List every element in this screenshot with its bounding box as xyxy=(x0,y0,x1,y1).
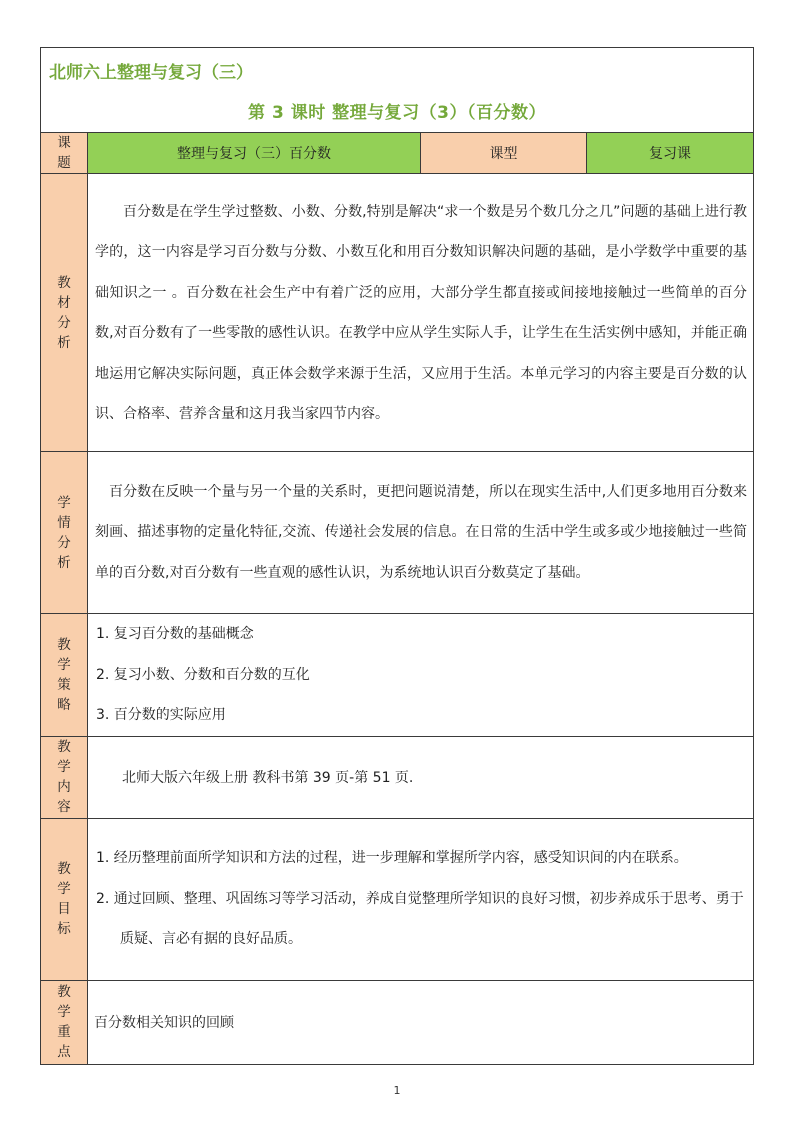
topic-value: 整理与复习（三）百分数 xyxy=(88,133,421,174)
focus-cell xyxy=(88,980,754,1064)
strategy-label xyxy=(41,614,88,737)
content-label xyxy=(41,736,88,818)
lesson-subtitle: 第 3 课时 整理与复习（3）（百分数） xyxy=(248,103,546,123)
content-cell xyxy=(88,736,754,818)
page-number: 1 xyxy=(393,1084,401,1097)
label-char: 教 xyxy=(57,984,71,1000)
label-char: 略 xyxy=(57,696,71,713)
label-char: 目 xyxy=(57,901,71,917)
focus-label-text xyxy=(41,982,87,1062)
lesson-type-value: 复习课 xyxy=(587,133,754,174)
goal-item: 1. 经历整理前面所学知识和方法的过程，进一步理解和掌握所学内容，感受知识间的内在联系。 xyxy=(96,850,688,867)
strategy-item: 1. 复习百分数的基础概念 xyxy=(96,626,254,642)
label-char: 分 xyxy=(57,534,71,551)
student-analysis-label-text xyxy=(41,493,87,573)
label-char: 情 xyxy=(57,514,71,531)
label-char: 标 xyxy=(57,921,71,937)
lesson-plan xyxy=(40,47,753,1065)
student-analysis-label xyxy=(41,452,88,614)
label-char: 析 xyxy=(57,554,71,571)
label-char: 课 xyxy=(57,135,71,151)
material-analysis-label xyxy=(41,174,88,452)
label-char: 分 xyxy=(57,314,71,331)
topic-label xyxy=(41,133,88,174)
label-char: 题 xyxy=(57,155,71,171)
label-char: 重 xyxy=(57,1024,71,1040)
label-char: 学 xyxy=(57,881,71,897)
label-char: 点 xyxy=(57,1044,71,1060)
content-label-text xyxy=(41,737,87,817)
label-char: 学 xyxy=(57,759,71,775)
topic-label-text xyxy=(41,133,87,173)
label-char: 教 xyxy=(57,861,71,877)
strategy-item: 2. 复习小数、分数和百分数的互化 xyxy=(96,666,310,683)
focus-label xyxy=(41,980,88,1064)
label-char: 学 xyxy=(57,656,71,673)
strategy-label-text xyxy=(41,635,87,715)
student-analysis-cell xyxy=(88,452,754,614)
material-analysis-cell xyxy=(88,174,754,452)
label-char: 教 xyxy=(57,739,71,755)
material-analysis-text: 百分数是在学生学过整数、小数、分数,特别是解决“求一个数是另个数几分之几”问题的基础上进行教学的，这一内容是学习百分数与分数、小数互化和用百分数知识解决问题的基础，是小学数学中重要的基础知识之一 。百分数在社会生产中有着广泛的应用，大部分学生都直接或间接地接触过一些简单的百分数,对百分数有了一些零散的感性认识。在教学中应从学生实际人手，让学生在生活实例中感知，并能正确地运用它解决实际问题，真正体会数学来源于生活，又应用于生活。本单元学习的内容主要是百分数的认识、合格率、营养含量和这月我当家四节内容。 xyxy=(95,203,747,422)
student-analysis-text: 百分数在反映一个量与另一个量的关系时，更把问题说清楚，所以在现实生活中,人们更多地用百分数来刻画、描述事物的定量化特征,交流、传递社会发展的信息。在日常的生活中学生或多或少地接触过一些简单的百分数,对百分数有一些直观的感性认识，为系统地认识百分数莫定了基础。 xyxy=(95,483,747,581)
strategy-cell xyxy=(88,614,754,737)
strategy-item: 3. 百分数的实际应用 xyxy=(96,707,226,723)
label-char: 内 xyxy=(57,779,71,795)
lesson-plan-table xyxy=(40,47,754,1065)
material-analysis-label-text xyxy=(41,273,87,353)
focus-text: 百分数相关知识的回顾 xyxy=(94,1015,234,1031)
label-char: 学 xyxy=(57,1004,71,1020)
goals-label-text xyxy=(41,859,87,939)
goals-label xyxy=(41,818,88,980)
label-char: 教 xyxy=(57,636,71,653)
label-char: 容 xyxy=(57,799,71,815)
header-cell xyxy=(41,48,754,133)
document-title: 北师六上整理与复习（三） xyxy=(49,63,253,83)
label-char: 策 xyxy=(57,676,71,693)
label-char: 析 xyxy=(57,334,71,351)
label-char: 材 xyxy=(57,294,71,311)
label-char: 学 xyxy=(57,494,71,511)
goal-item: 2. 通过回顾、整理、巩固练习等学习活动，养成自觉整理所学知识的良好习惯，初步养成乐于思考、勇于质疑、言必有据的良好品质。 xyxy=(96,890,744,948)
goals-cell xyxy=(88,818,754,980)
content-text: 北师大版六年级上册 教科书第 39 页-第 51 页. xyxy=(122,770,414,786)
lesson-type-label: 课型 xyxy=(421,133,587,174)
label-char: 教 xyxy=(57,274,71,291)
